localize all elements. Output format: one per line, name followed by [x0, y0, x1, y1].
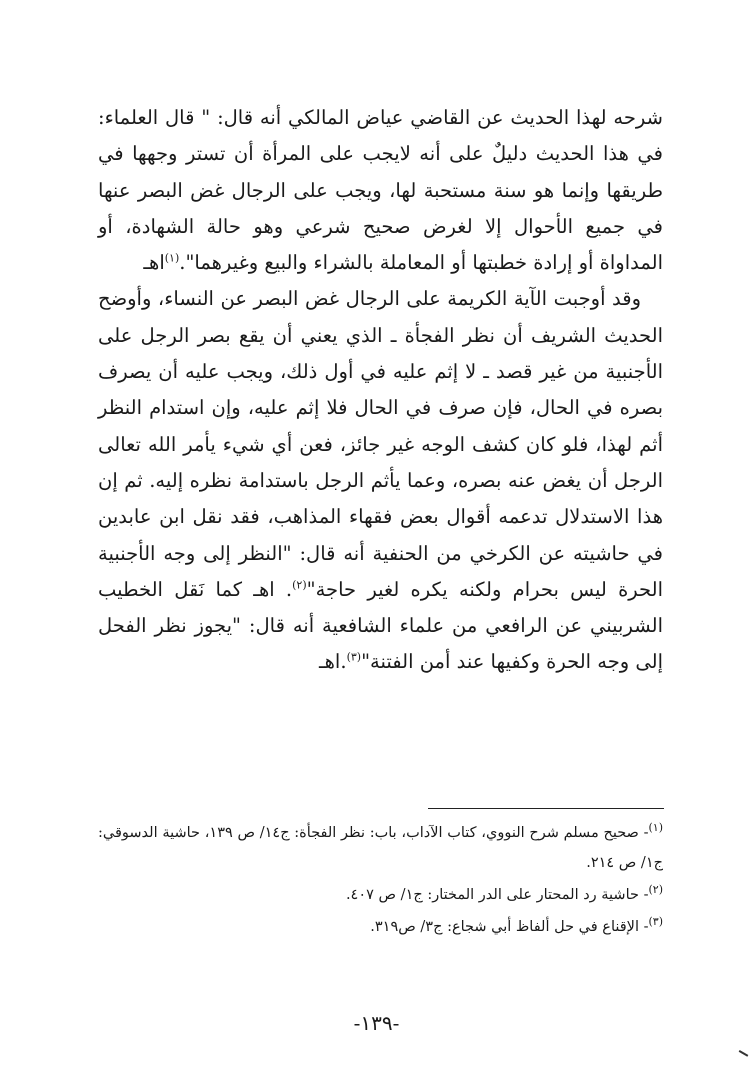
footnote-3-number: (٣): [648, 915, 663, 929]
footnote-2-number: (٢): [648, 883, 663, 897]
paragraph-1-end: اهـ: [143, 251, 165, 275]
footnotes: [98, 818, 663, 944]
paragraph-2-text-a: وقد أوجبت الآية الكريمة على الرجال غض البصر عن النساء، وأوضح الحديث الشريف أن نظر الفجأة ـ الذي يعني أن يقع بصر الرجل على الأجنبية من غير قصد ـ لا إثم عليه في أول ذلك، ويجب عليه أن يصرف بصره في الحال، فإن صرف في الحال فلا إثم عليه، وإن استدام النظر أثم لهذا، فلو كان كشف الوجه غير جائز، فعن أي شيء يأمر الله تعالى الرجل أن يغض عنه بصره، وعما يأثم الرجل باستدامة نظره إليه. ثم إن هذا الاستدلال تدعمه أقوال بعض فقهاء المذاهب، فقد نقل ابن عابدين في حاشيته عن الكرخي من الحنفية أنه قال: "النظر إلى وجه الأجنبية الحرة ليس بحرام ولكنه يكره لغير حاجة": [98, 287, 663, 601]
footnote-1-text: - صحيح مسلم شرح النووي، كتاب الآداب، باب: نظر الفجأة: ج١٤/ ص ١٣٩، حاشية الدسوقي: ج١/ ص ٢١٤.: [98, 825, 663, 871]
footnote-2-text: - حاشية رد المحتار على الدر المختار: ج١/ ص ٤٠٧.: [345, 887, 649, 903]
footnote-ref-1: (١): [164, 251, 180, 265]
paragraph-1-text: شرحه لهذا الحديث عن القاضي عياض المالكي أنه قال: " قال العلماء: في هذا الحديث دليلٌ على أنه لايجب على المرأة أن تستر وجهها في طريقها وإنما هو سنة مستحبة لها، ويجب على الرجال غض البصر عنها في جميع الأحوال إلا لغرض صحيح شرعي وهو حالة الشهادة، أو المداواة أو إرادة خطبتها أو المعاملة بالشراء والبيع وغيرهما".: [98, 106, 663, 275]
page-number: -١٣٩-: [353, 1011, 400, 1035]
footnote-separator: [428, 808, 664, 809]
paragraph-2-text-b: . اهـ كما نَقل الخطيب الشربيني عن الرافعي من علماء الشافعية أنه قال: "يجوز نظر الفحل إلى وجه الحرة وكفيها عند أمن الفتنة": [98, 577, 663, 674]
footnote-1-number: (١): [648, 821, 664, 835]
footnote-2: [98, 880, 663, 910]
paragraph-1: [98, 100, 663, 281]
paragraph-2-end: .اهـ: [318, 650, 347, 674]
scan-mark: [736, 1050, 749, 1062]
paragraph-2: [98, 281, 663, 680]
footnote-3: [98, 912, 663, 942]
footnote-3-text: - الإقناع في حل ألفاظ أبي شجاع: ج٣/ ص٣١٩.: [370, 919, 649, 935]
footnote-ref-3: (٣): [346, 650, 362, 664]
body-text: [98, 100, 663, 681]
footnote-ref-2: (٢): [292, 578, 307, 592]
footnote-1: [98, 818, 663, 878]
